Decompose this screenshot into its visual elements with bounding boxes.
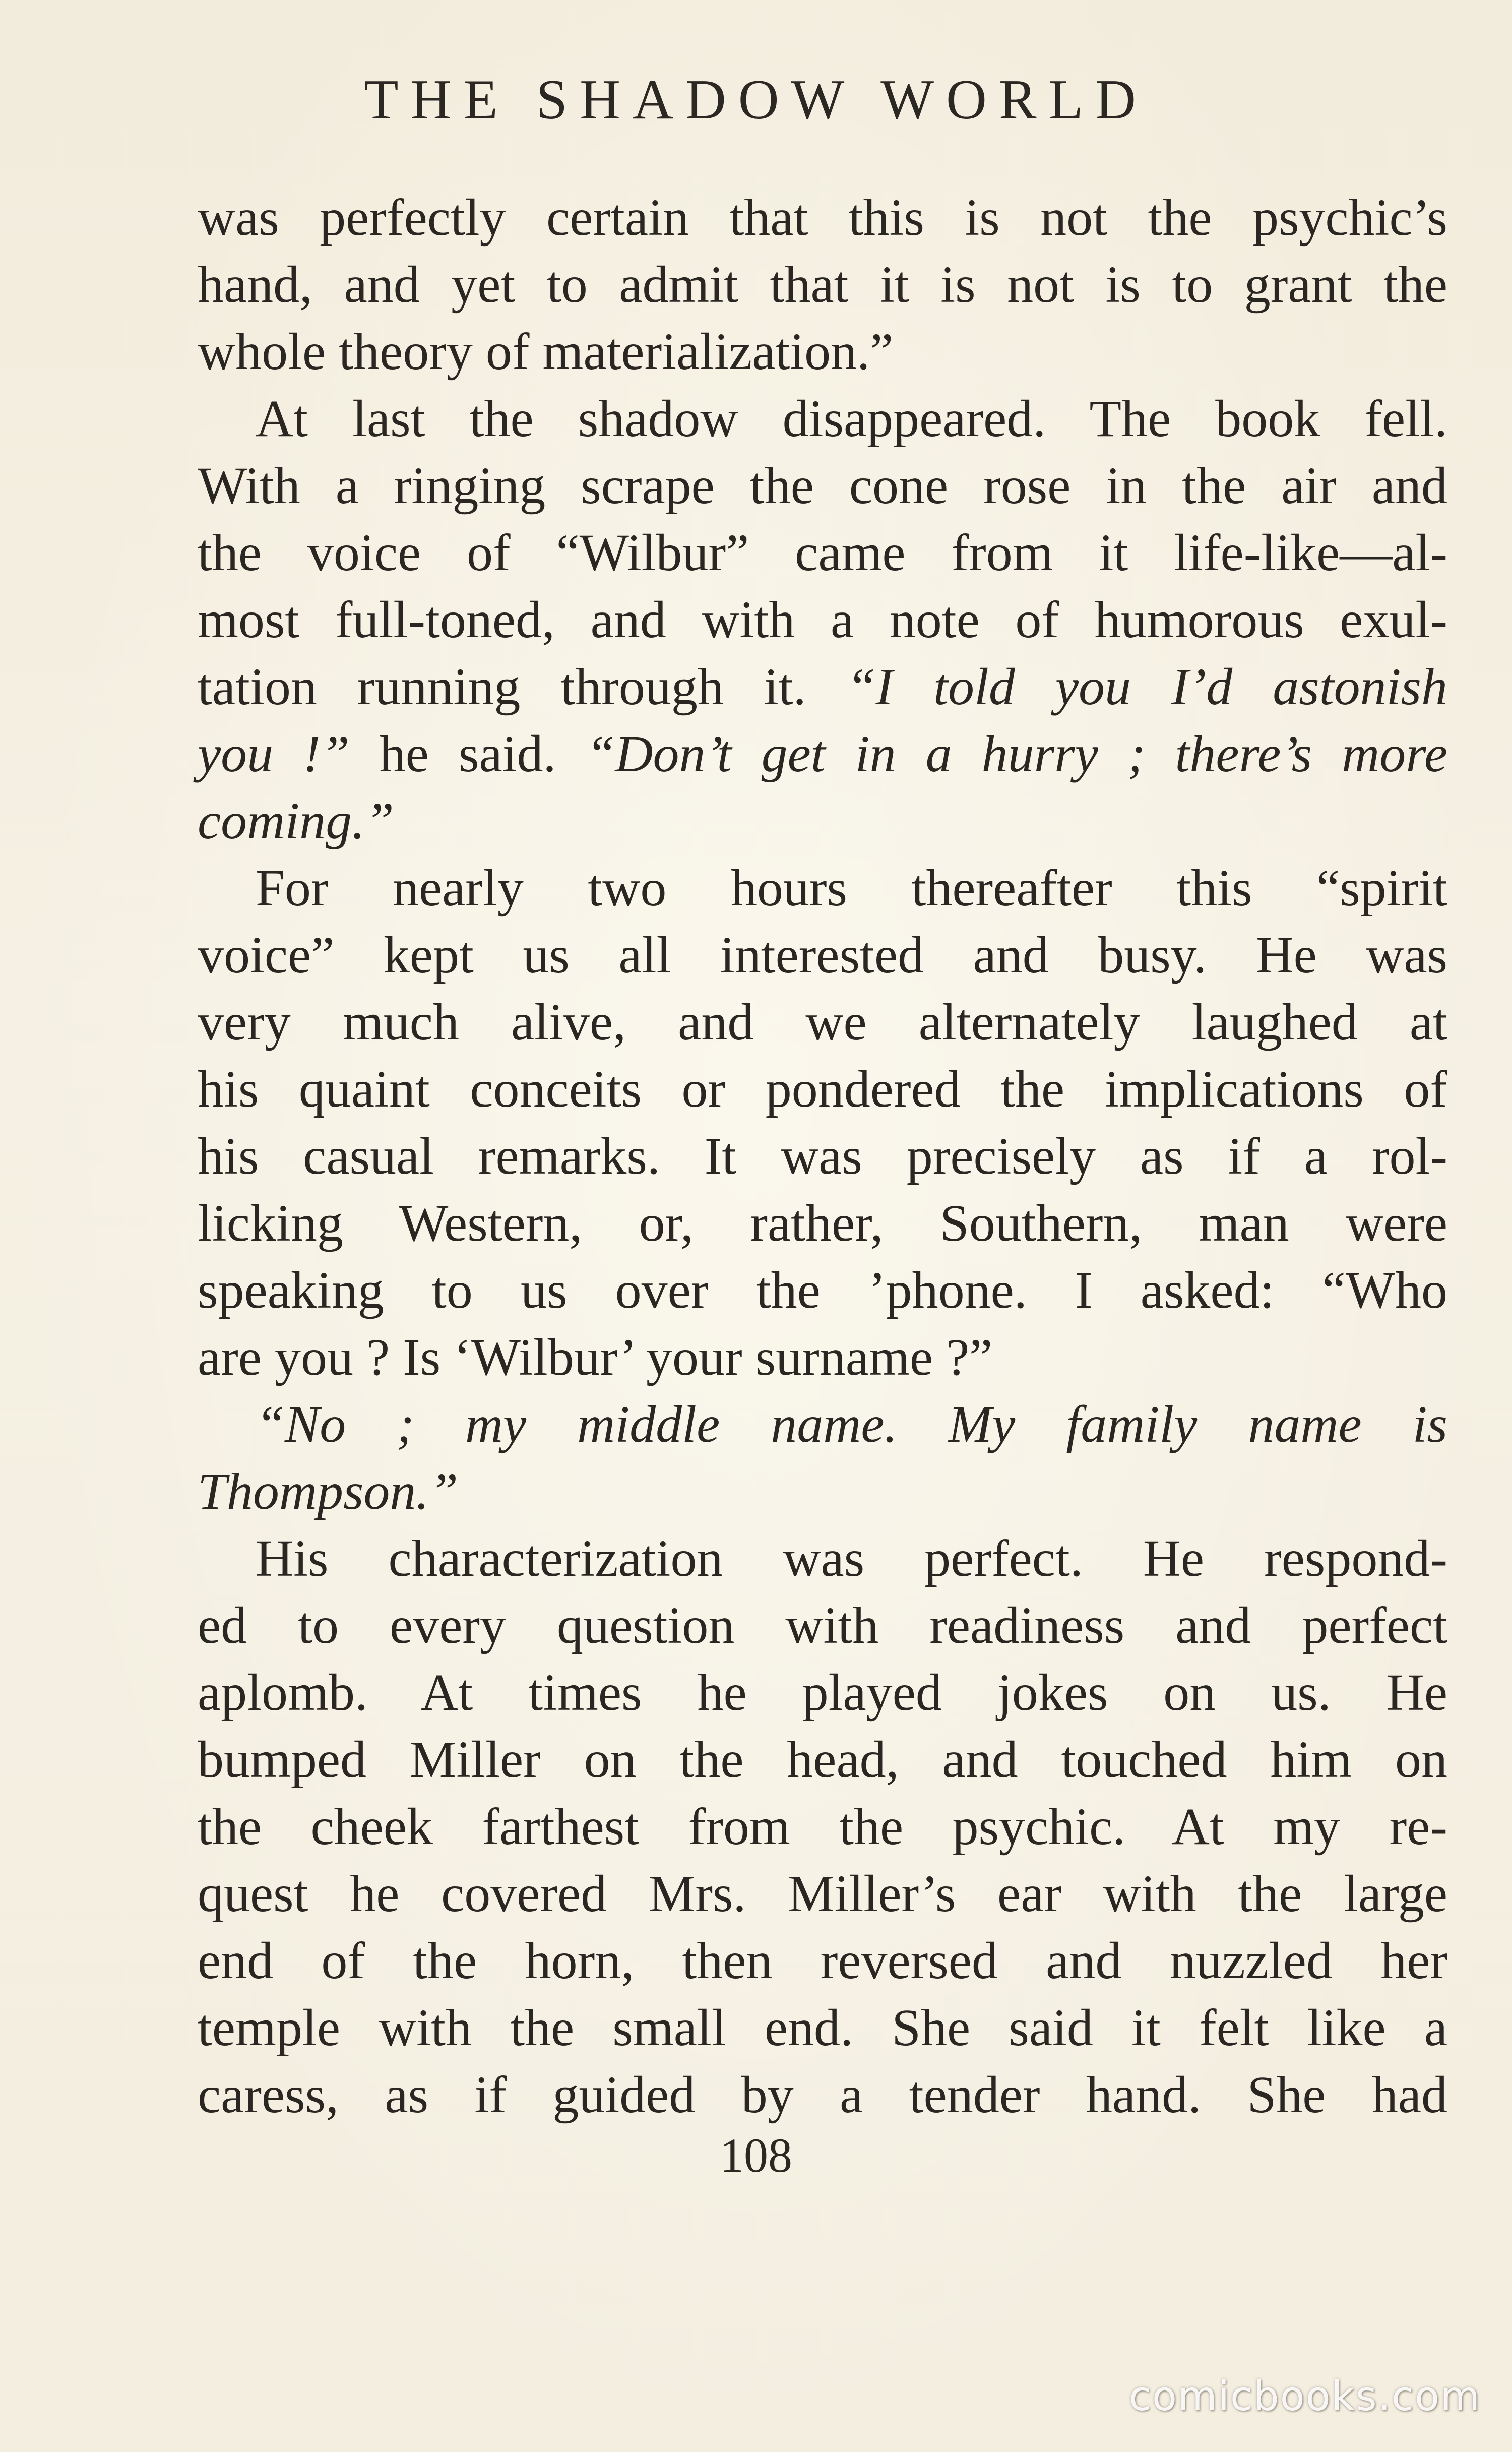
text-line: the voice of “Wilbur” came from it life-like—al- — [198, 524, 1447, 582]
text-line: licking Western, or, rather, Southern, man were — [198, 1194, 1447, 1252]
page-number: 108 — [720, 2128, 792, 2182]
text-line: are you ? Is ‘Wilbur’ your surname ?” — [198, 1328, 993, 1386]
text-line: With a ringing scrape the cone rose in the air and — [198, 457, 1447, 515]
italic-text-segment: “No ; my middle name. My family name is — [256, 1395, 1447, 1453]
text-line — [198, 653, 1447, 720]
text-line: his quaint conceits or pondered the implications of — [198, 1060, 1447, 1118]
text-line: At last the shadow disappeared. The book fell. — [256, 390, 1447, 448]
text-segment: tation running through it. — [198, 658, 847, 716]
text-line: very much alive, and we alternately laughed at — [198, 993, 1447, 1051]
text-line — [198, 720, 1447, 787]
body-text — [198, 184, 1447, 2128]
italic-text-segment: “Don’t get in a hurry ; there’s more — [586, 725, 1447, 783]
italic-text-segment: coming.” — [198, 792, 394, 850]
text-line — [198, 1391, 1447, 1458]
text-line: aplomb. At times he played jokes on us. He — [198, 1664, 1447, 1722]
text-line: voice” kept us all interested and busy. He was — [198, 926, 1447, 984]
text-line: his casual remarks. It was precisely as if a rol- — [198, 1127, 1447, 1185]
watermark: comicbooks.com — [1128, 2373, 1481, 2420]
text-line: caress, as if guided by a tender hand. She had — [198, 2066, 1447, 2124]
text-segment: he said. — [349, 725, 586, 783]
text-line: bumped Miller on the head, and touched him on — [198, 1731, 1447, 1789]
text-line: the cheek farthest from the psychic. At my re- — [198, 1798, 1447, 1856]
text-line: whole theory of materialization.” — [198, 323, 894, 381]
text-line: quest he covered Mrs. Miller’s ear with the large — [198, 1865, 1447, 1923]
text-line: most full-toned, and with a note of humorous exul- — [198, 591, 1447, 649]
italic-text-segment: you !” — [198, 725, 350, 783]
text-line: For nearly two hours thereafter this “spirit — [256, 859, 1447, 917]
text-line: hand, and yet to admit that it is not is to grant the — [198, 256, 1447, 314]
text-line: temple with the small end. She said it felt like a — [198, 1999, 1447, 2057]
text-line: speaking to us over the ’phone. I asked: “Who — [198, 1261, 1447, 1319]
text-line: was perfectly certain that this is not the psychic’s — [198, 189, 1447, 247]
text-line: ed to every question with readiness and perfect — [198, 1597, 1447, 1654]
text-line: end of the horn, then reversed and nuzzled her — [198, 1932, 1447, 1990]
running-head: THE SHADOW WORLD — [364, 69, 1148, 131]
italic-text-segment: “I told you I’d astonish — [846, 658, 1448, 716]
text-line — [198, 787, 1447, 854]
text-line: His characterization was perfect. He respond- — [256, 1529, 1447, 1587]
text-line — [198, 1458, 1447, 1525]
italic-text-segment: Thompson.” — [198, 1462, 459, 1520]
